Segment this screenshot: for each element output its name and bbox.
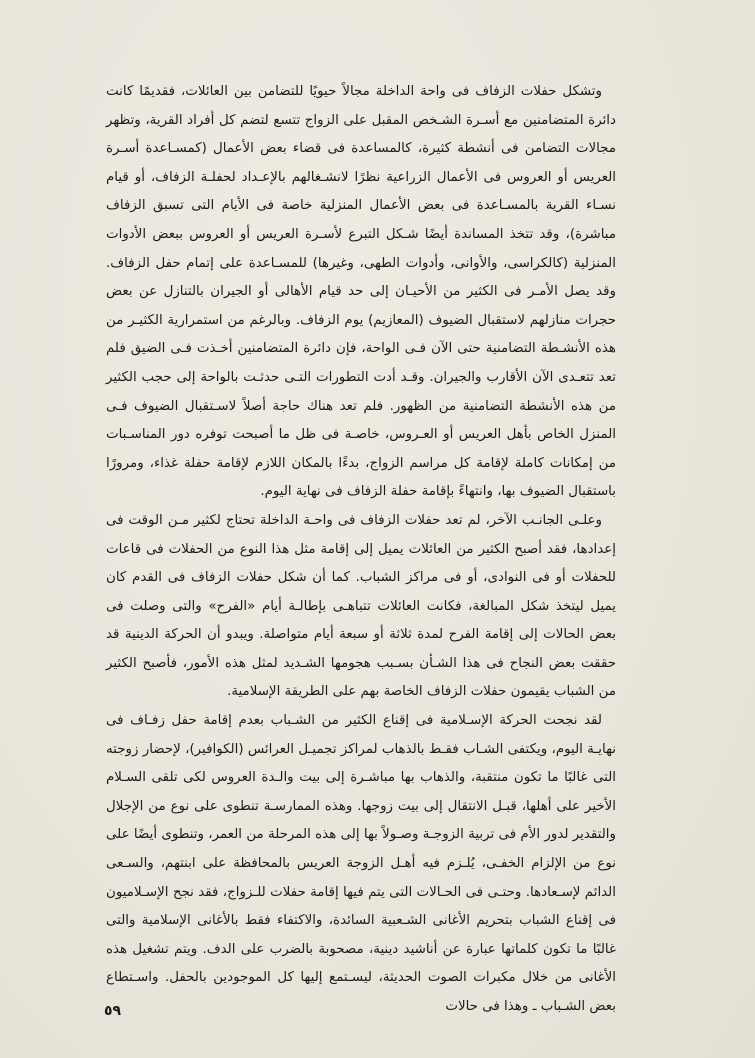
- body-text: [106, 78, 616, 1022]
- page-number: ٥٩: [104, 1003, 122, 1019]
- paragraph-islamic-movement: لقد نجحت الحركة الإسـلامية فى إقناع الكثير من الشـباب بعدم إقامة حفل زفـاف فى نهايـة اليوم، ويكتفى الشـاب فقـط بالذهاب لمراكز تجميـل العرائس (الكوافير)، لإحضار زوجته التى غالبًا ما تكون منتقبة، والذهاب بها مباشـرة إلى بيت والـدة العروس لكى تلقى السـلام الأخير على أهلها، قبـل الانتقال إلى بيت زوجها. وهذه الممارسـة تنطوى على نوع من الإجلال والتقدير لدور الأم فى تربية الزوجـة وصـولاً بها إلى هذه المرحلة من العمر، وتنطوى أيضًا على نوع من الإلزام الخفـى، يُلـزم فيه أهـل الزوجة العريس بالمحافظة على ابنتهم، والسـعى الدائم لإسـعادها. وحتـى فى الحـالات التى يتم فيها إقامة حفلات للـزواج، فقد نجح الإسـلاميون فى إقناع الشباب بتحريم الأغانى الشـعبية السائدة، والاكتفاء فقط بالأغانى الإسلامية والتى غالبًا ما تكون كلماتها عبارة عن أناشيد دينية، مصحوبة بالضرب على الدف. ويتم تشغيل هذه الأغانى من خلال مكبرات الصوت الحديثة، ليسـتمع إليها كل الموجودين بالحفل. واسـتطاع بعض الشـباب ـ وهذا فى حالات: [106, 713, 616, 1014]
- paragraph-wedding-preparation: وعلـى الجانـب الآخر، لم تعد حفلات الزفاف فى واحـة الداخلة تحتاج لكثير مـن الوقت فى إعدادها، فقد أصبح الكثير من العائلات يميل إلى إقامة مثل هذا النوع من الحفلات فى قاعات للحفلات أو فى النوادى، أو فى مراكز الشباب. كما أن شكل حفلات الزفاف فى القدم كان يميل ليتخذ شكل المبالغة، فكانت العائلات تتباهـى بإطالـة أيام «الفرح» والتى وصلت فى بعض الحالات إلى إقامة الفرح لمدة ثلاثة أو سبعة أيام متواصلة. ويبدو أن الحركة الدينية قد حققت بعض النجاح فى هذا الشـأن بسـبب هجومها الشـديد لمثل هذه الأمور، فأصبح الكثير من الشباب يقيمون حفلات الزفاف الخاصة بهم على الطريقة الإسلامية.: [106, 512, 616, 700]
- paragraph-wedding-solidarity: وتشكل حفلات الزفاف فى واحة الداخلة مجالاً حيويًا للتضامن بين العائلات، فقديمًا كانت دائرة المتضامنين مع أسـرة الشـخص المقبل على الزواج تتسع لتضم كل أفراد القرية، وتظهر مجالات التضامن فى أنشطة كثيرة، كالمساعدة فى قضاء بعض الأعمال (كمسـاعدة أسـرة العريس أو العروس فى الأعمال الزراعية نظرًا لانشـغالهم بالإعـداد لحفلـة الزفاف، أو قيام نسـاء القرية بالمسـاعدة فى بعض الأعمال المنزلية خاصة فى الأيام التى تسبق الزفاف مباشرة)، وقد تتخذ المساندة أيضًا شـكل التبرع لأسـرة العريس أو العروس ببعض الأدوات المنزلية (كالكراسى، والأوانى، وأدوات الطهى، وغيرها) للمسـاعدة على إتمام حفل الزفاف. وقد يصل الأمـر فى الكثير من الأحيـان إلى حد قيام الأهالى أو الجيران بالتنازل عن بعض حجرات منازلهم لاستقبال الضيوف (المعازيم) يوم الزفاف. وبالرغم من استمرارية الكثيـر من هذه الأنشـطة التضامنية حتى الآن فـى الواحة، فإن دائرة المتضامنين أخـذت فـى الضيق فلم تعد تتعـدى الآن الأقارب والجيران. وقـد أدت التطورات التـى حدثـت بالواحة إلى حجب الكثير من هذه الأنشطة التضامنية من الظهور. فلم تعد هناك حاجة أصلاً لاسـتقبال الضيوف فـى المنزل الخاص بأهل العريس أو العـروس، خاصـة فى ظل ما أصبحت توفره دور المناسـبات من إمكانات كاملة لإقامة كل مراسم الزواج، بدءًا بالمكان اللازم لإقامة حفلة غذاء، ومرورًا باستقبال الضيوف بها، وانتهاءً بإقامة حفلة الزفاف فى نهاية اليوم.: [106, 84, 616, 500]
